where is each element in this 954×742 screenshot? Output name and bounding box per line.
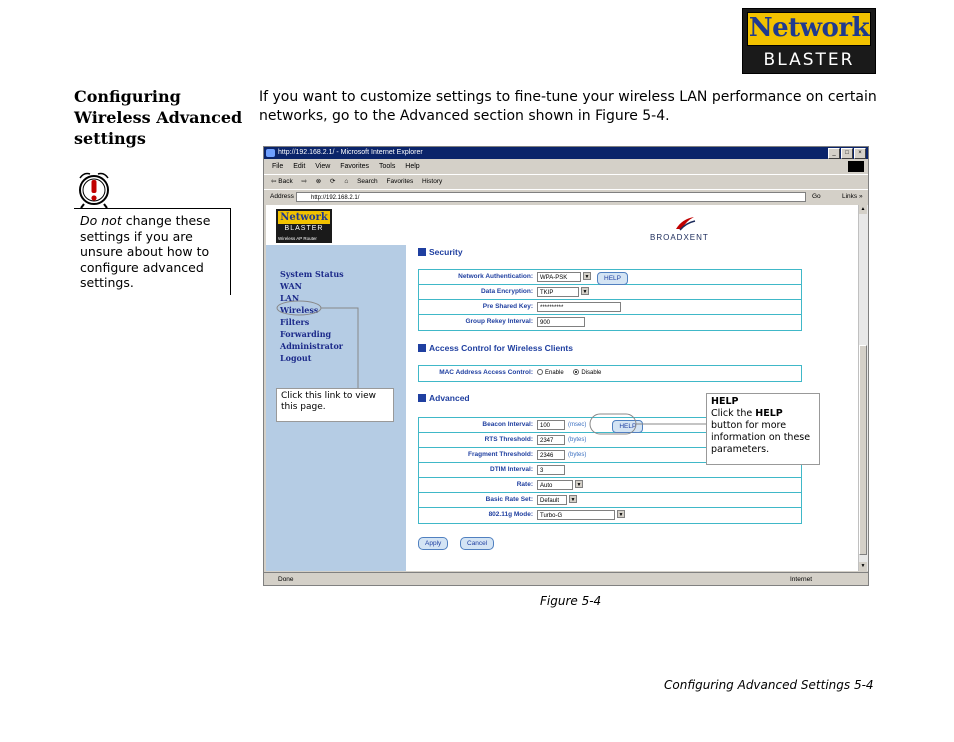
- chevron-down-icon[interactable]: ▼: [618, 512, 624, 518]
- page-footer: Configuring Advanced Settings 5-4: [664, 678, 874, 692]
- menu-tools[interactable]: Tools: [379, 163, 396, 170]
- chevron-down-icon[interactable]: ▼: [576, 482, 582, 488]
- router-banner: [266, 205, 858, 245]
- pre-shared-key-input[interactable]: **********: [537, 302, 621, 312]
- history-button[interactable]: History: [422, 178, 443, 185]
- scroll-down-icon[interactable]: ▼: [860, 563, 866, 569]
- menu-edit[interactable]: Edit: [293, 163, 306, 170]
- mode-802-11g-select[interactable]: Turbo-G: [537, 510, 615, 520]
- windows-logo-icon: [848, 161, 864, 172]
- enable-radio[interactable]: [537, 369, 543, 375]
- stop-button[interactable]: ⊗: [315, 178, 322, 185]
- chevron-down-icon[interactable]: ▼: [582, 289, 588, 295]
- status-done: Done: [278, 576, 294, 583]
- page-scrollbar[interactable]: [858, 205, 868, 571]
- nav-lan[interactable]: LAN: [280, 293, 300, 303]
- maximize-icon[interactable]: □: [841, 148, 853, 159]
- menu-help[interactable]: Help: [405, 163, 420, 170]
- refresh-button[interactable]: ⟳: [330, 178, 336, 185]
- enable-label: Enable: [545, 370, 564, 376]
- menu-favorites[interactable]: Favorites: [340, 163, 370, 170]
- basic-rate-set-select[interactable]: Default: [537, 495, 567, 505]
- browser-screenshot: [263, 146, 869, 586]
- forward-button[interactable]: ⇨: [301, 178, 307, 185]
- menu-file[interactable]: File: [272, 163, 284, 170]
- nav-system-status[interactable]: System Status: [280, 269, 344, 279]
- table-row: Rate: Auto ▼: [419, 478, 801, 493]
- callout-help-button: HELP Click the HELP button for more information on these parameters.: [706, 393, 820, 465]
- nav-forwarding[interactable]: Forwarding: [280, 329, 332, 339]
- table-row: RTS Threshold: 2347 (bytes): [419, 433, 801, 448]
- table-row: DTIM Interval: 3: [419, 463, 801, 478]
- intro-paragraph: If you want to customize settings to fine-tune your wireless LAN performance on certain networks, go to the Advanced section shown in Figure 5-4.: [259, 89, 877, 124]
- address-label: Address: [270, 193, 294, 200]
- table-row: Group Rekey Interval: 900: [419, 315, 801, 330]
- network-blaster-logo: [742, 8, 876, 74]
- table-row: Basic Rate Set: Default ▼: [419, 493, 801, 508]
- nav-wan[interactable]: WAN: [280, 281, 302, 291]
- logo-bottom-text: BLASTER: [763, 50, 855, 70]
- beacon-interval-input[interactable]: 100: [537, 420, 565, 430]
- close-icon[interactable]: ×: [854, 148, 866, 159]
- warning-note: Do not change these settings if you are unsure about how to configure advanced settings.: [80, 213, 211, 290]
- table-row: Pre Shared Key: **********: [419, 300, 801, 315]
- logo-top-text: Network: [748, 13, 870, 43]
- nav-logout[interactable]: Logout: [280, 353, 312, 363]
- figure-caption: Figure 5-4: [540, 594, 602, 608]
- favorites-button[interactable]: Favorites: [386, 178, 414, 185]
- minimize-icon[interactable]: _: [828, 148, 840, 159]
- apply-button[interactable]: Apply: [418, 537, 448, 550]
- address-input[interactable]: http://192.168.2.1/: [296, 192, 806, 202]
- disable-radio[interactable]: [573, 369, 579, 375]
- fragment-threshold-input[interactable]: 2346: [537, 450, 565, 460]
- search-button[interactable]: Search: [357, 178, 378, 185]
- nav-administrator[interactable]: Administrator: [280, 341, 344, 351]
- security-help-button[interactable]: HELP: [597, 272, 628, 285]
- disable-label: Disable: [581, 370, 602, 376]
- rts-threshold-input[interactable]: 2347: [537, 435, 565, 445]
- table-row: Beacon Interval: 100 (msec) HELP: [419, 418, 801, 433]
- home-button[interactable]: ⌂: [344, 178, 349, 185]
- links-button[interactable]: Links »: [842, 193, 863, 200]
- group-rekey-interval-input[interactable]: 900: [537, 317, 585, 327]
- security-table: [418, 269, 802, 331]
- access-control-title: Access Control for Wireless Clients: [418, 343, 573, 353]
- status-zone: Internet: [790, 576, 813, 583]
- alarm-warning-icon: [76, 170, 112, 210]
- menu-view[interactable]: View: [315, 163, 331, 170]
- back-button[interactable]: ⇦ Back: [271, 178, 293, 185]
- network-authentication-select[interactable]: WPA-PSK: [537, 272, 581, 282]
- table-row: Fragment Threshold: 2346 (bytes): [419, 448, 801, 463]
- table-row: Network Authentication: WPA-PSK ▼ HELP: [419, 270, 801, 285]
- browser-addressbar: [264, 189, 868, 204]
- dtim-interval-input[interactable]: 3: [537, 465, 565, 475]
- data-encryption-select[interactable]: TKIP: [537, 287, 579, 297]
- access-control-table: [418, 365, 802, 382]
- scroll-up-icon[interactable]: ▲: [860, 206, 866, 212]
- table-row: MAC Address Access Control: Enable Disable: [439, 369, 602, 376]
- table-row: 802.11g Mode: Turbo-G ▼: [488, 511, 624, 519]
- callout-wireless-link: Click this link to view this page.: [276, 388, 394, 422]
- broadxent-brand: BROADXENT: [650, 233, 709, 242]
- nav-filters[interactable]: Filters: [280, 317, 310, 327]
- ie-icon: [266, 149, 275, 157]
- browser-titlebar: [264, 147, 868, 159]
- security-title: Security: [418, 247, 463, 257]
- browser-statusbar: [264, 572, 868, 586]
- nav-wireless[interactable]: Wireless: [280, 305, 319, 315]
- browser-toolbar: [264, 174, 868, 189]
- browser-menubar: [264, 160, 868, 173]
- go-button[interactable]: Go: [812, 193, 821, 200]
- browser-title: http://192.168.2.1/ - Microsoft Internet Explorer: [278, 149, 423, 156]
- chevron-down-icon[interactable]: ▼: [584, 274, 590, 280]
- advanced-title: Advanced: [418, 393, 470, 403]
- broadxent-swoosh-icon: [674, 215, 696, 231]
- chevron-down-icon[interactable]: ▼: [570, 497, 576, 503]
- scroll-thumb[interactable]: [859, 345, 867, 555]
- rate-select[interactable]: Auto: [537, 480, 573, 490]
- router-logo: Network BLASTER Wireless AP Router: [276, 209, 332, 243]
- section-heading: Configuring Wireless Advanced settings: [74, 87, 243, 148]
- cancel-button[interactable]: Cancel: [460, 537, 494, 550]
- table-row: Data Encryption: TKIP ▼: [419, 285, 801, 300]
- advanced-help-button[interactable]: HELP: [612, 420, 643, 433]
